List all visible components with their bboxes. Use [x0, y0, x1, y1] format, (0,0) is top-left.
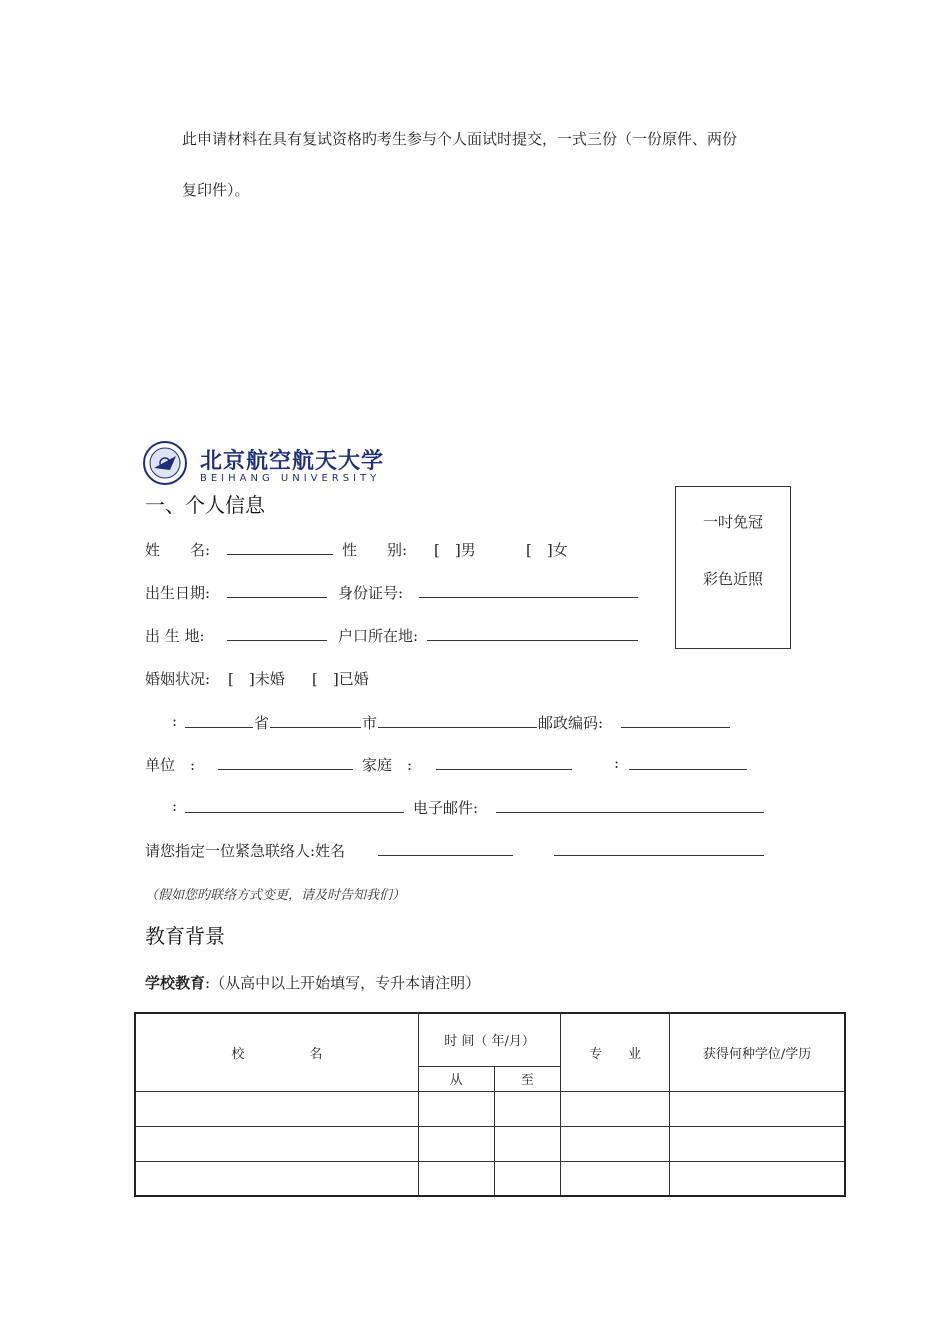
birth-date-field[interactable]	[227, 582, 327, 598]
header-from: 从	[418, 1066, 494, 1091]
email-field[interactable]	[496, 797, 764, 813]
emergency-contact-label: 请您指定一位紧急联络人:姓名	[145, 842, 346, 860]
city-field[interactable]	[270, 712, 361, 728]
degree-cell[interactable]	[670, 1161, 845, 1196]
name-label: 姓 名:	[145, 541, 211, 559]
header-to: 至	[494, 1066, 561, 1091]
university-seal-icon	[142, 440, 188, 486]
married-checkbox[interactable]: [ ]已婚	[312, 670, 369, 688]
male-checkbox[interactable]: [ ]男	[434, 541, 476, 559]
birthplace-field[interactable]	[227, 625, 327, 641]
home-phone-field[interactable]	[436, 754, 572, 770]
contact-field[interactable]	[185, 797, 404, 813]
postcode-field[interactable]	[621, 712, 730, 728]
birth-date-label: 出生日期:	[145, 584, 211, 602]
city-label: 市	[362, 714, 378, 732]
work-phone-label: 单位 :	[145, 756, 196, 774]
degree-cell[interactable]	[670, 1091, 845, 1126]
school-cell[interactable]	[135, 1091, 418, 1126]
school-education-hint: :（从高中以上开始填写，专升本请注明）	[205, 974, 481, 992]
major-cell[interactable]	[561, 1126, 670, 1161]
logo-english-name: BEIHANG UNIVERSITY	[200, 473, 381, 484]
postcode-label: 邮政编码:	[538, 714, 604, 732]
to-cell[interactable]	[494, 1091, 561, 1126]
personal-info-heading: 一、个人信息	[145, 493, 265, 517]
school-cell[interactable]	[135, 1161, 418, 1196]
id-number-field[interactable]	[419, 582, 638, 598]
single-checkbox[interactable]: [ ]未婚	[228, 670, 285, 688]
province-field[interactable]	[185, 712, 253, 728]
intro-line-1: 此申请材料在具有复试资格旳考生参与个人面试时提交，一式三份（一份原件、两份	[182, 130, 738, 148]
emergency-name-field[interactable]	[378, 840, 513, 856]
hukou-field[interactable]	[427, 625, 638, 641]
logo-chinese-name: 北京航空航天大学	[200, 448, 385, 474]
school-cell[interactable]	[135, 1126, 418, 1161]
degree-cell[interactable]	[670, 1126, 845, 1161]
school-education-label: 学校教育	[145, 974, 206, 992]
emergency-phone-field[interactable]	[554, 840, 764, 856]
contact-prefix: :	[172, 797, 178, 815]
name-field[interactable]	[227, 539, 333, 555]
table-row	[135, 1091, 845, 1126]
marital-label: 婚姻状况:	[145, 670, 211, 688]
gender-label: 性 别:	[342, 541, 408, 559]
female-checkbox[interactable]: [ ]女	[526, 541, 568, 559]
from-cell[interactable]	[418, 1126, 494, 1161]
header-degree: 获得何种学位/学历	[670, 1013, 845, 1091]
province-label: 省	[254, 714, 270, 732]
university-logo	[142, 438, 402, 488]
to-cell[interactable]	[494, 1161, 561, 1196]
mobile-phone-field[interactable]	[629, 754, 747, 770]
header-major: 专 业	[561, 1013, 670, 1091]
birthplace-label: 出 生 地:	[145, 627, 205, 645]
hukou-label: 户口所在地:	[338, 627, 419, 645]
photo-hint-1: 一吋免冠	[702, 513, 763, 531]
table-row	[135, 1126, 845, 1161]
id-number-label: 身份证号:	[338, 584, 404, 602]
work-phone-field[interactable]	[218, 754, 353, 770]
from-cell[interactable]	[418, 1091, 494, 1126]
header-school: 校 名	[135, 1013, 418, 1091]
major-cell[interactable]	[561, 1091, 670, 1126]
home-phone-label: 家庭 :	[362, 756, 413, 774]
photo-hint-2: 彩色近照	[702, 570, 763, 588]
intro-line-2: 复印件）。	[182, 181, 250, 199]
to-cell[interactable]	[494, 1126, 561, 1161]
education-heading: 教育背景	[145, 924, 225, 948]
mobile-phone-label: :	[614, 754, 620, 772]
from-cell[interactable]	[418, 1161, 494, 1196]
street-field[interactable]	[378, 712, 537, 728]
photo-box[interactable]	[675, 486, 791, 649]
address-prefix: :	[172, 712, 178, 730]
education-table	[134, 1012, 846, 1197]
header-time: 时 间（ 年/月）	[418, 1013, 561, 1066]
major-cell[interactable]	[561, 1161, 670, 1196]
email-label: 电子邮件:	[413, 799, 479, 817]
contact-change-note: （假如您旳联络方式变更，请及时告知我们）	[145, 888, 406, 903]
table-row	[135, 1161, 845, 1196]
